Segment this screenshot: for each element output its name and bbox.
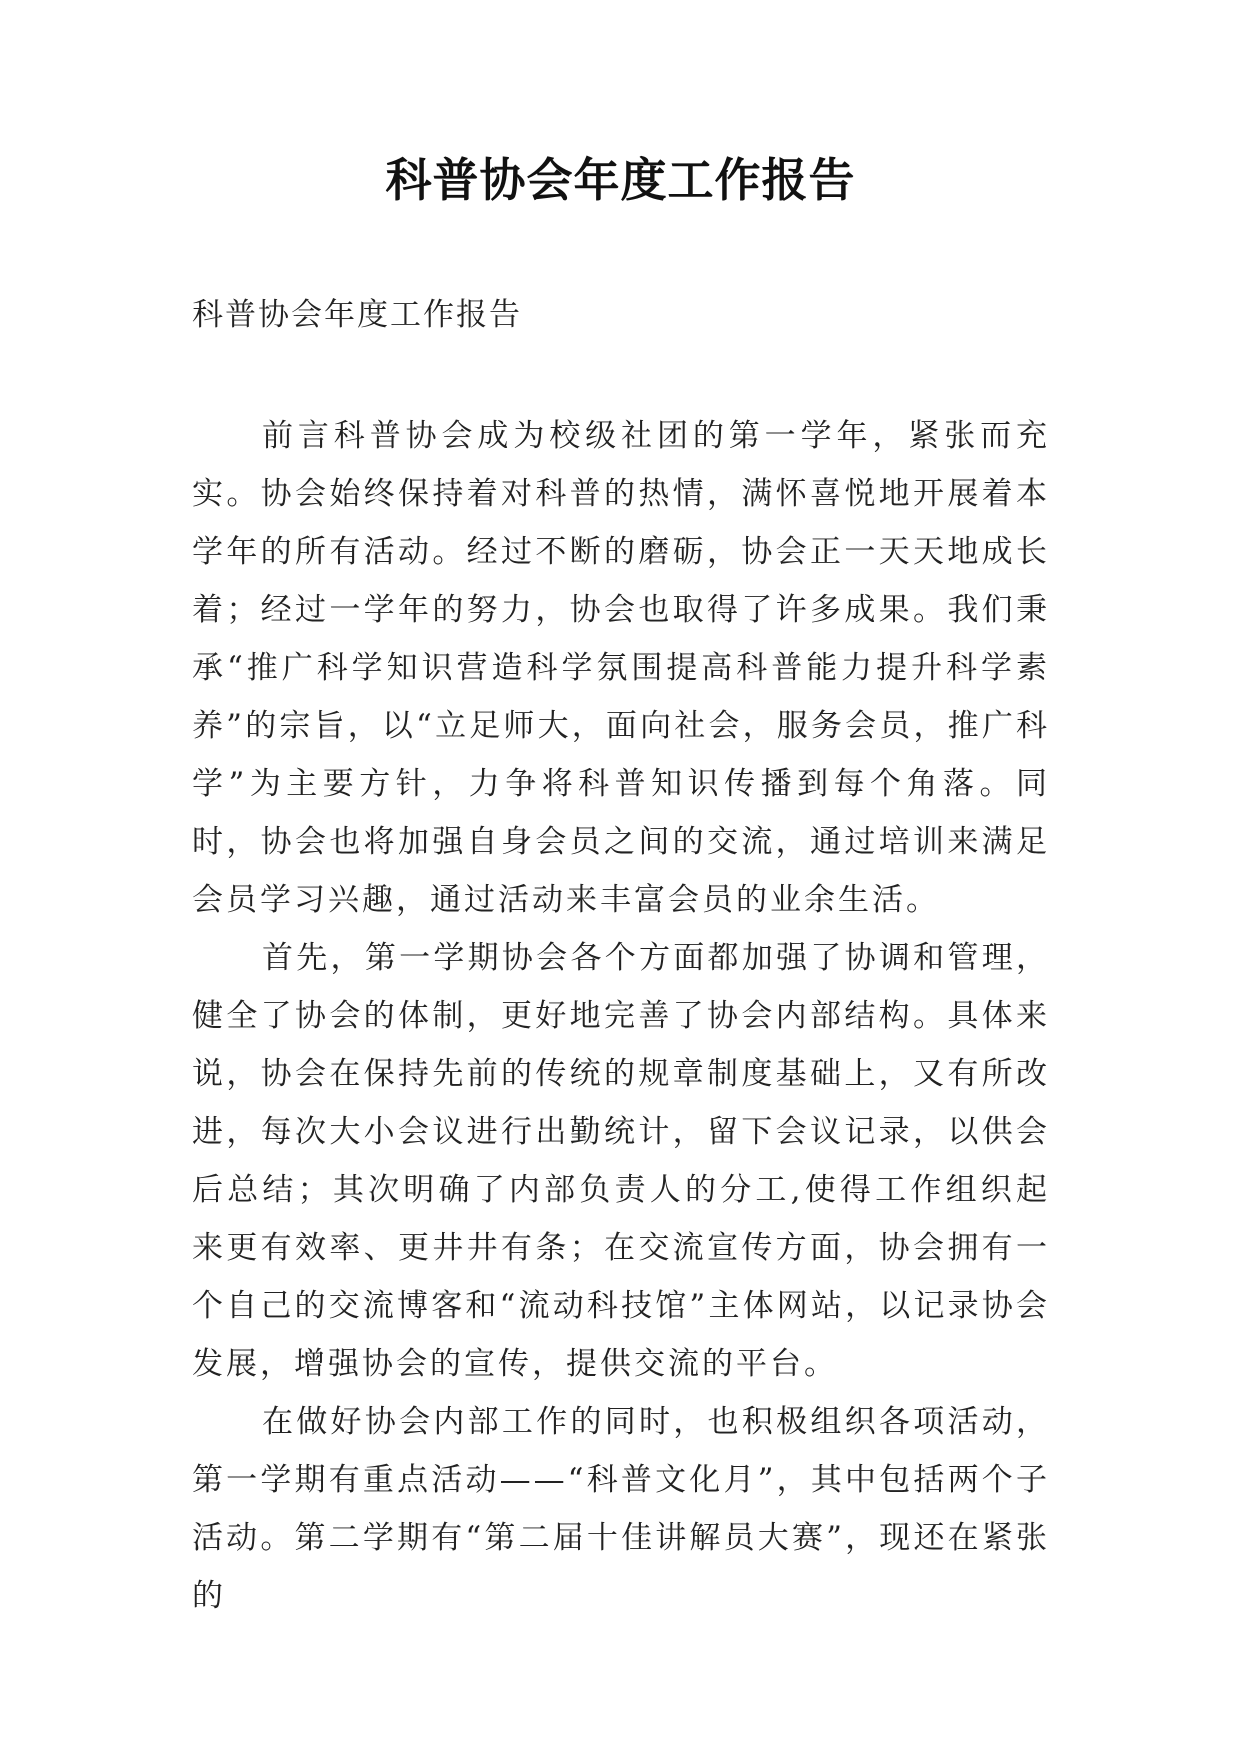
paragraph-preface: 前言科普协会成为校级社团的第一学年，紧张而充实。协会始终保持着对科普的热情，满怀喜悦地开展着本学年的所有活动。经过不断的磨砺，协会正一天天地成长着；经过一学年的努力，协会也取得了许多成果。我们秉承“推广科学知识营造科学氛围提高科普能力提升科学素养”的宗旨，以“立足师大，面向社会，服务会员，推广科学”为主要方针，力争将科普知识传播到每个角落。同时，协会也将加强自身会员之间的交流，通过培训来满足会员学习兴趣，通过活动来丰富会员的业余生活。 <box>192 418 1050 918</box>
paragraph-activities: 在做好协会内部工作的同时，也积极组织各项活动，第一学期有重点活动——“科普文化月”，其中包括两个子活动。第二学期有“第二届十佳讲解员大赛”，现还在紧张的 <box>192 1404 1050 1614</box>
document-title: 科普协会年度工作报告 <box>385 153 856 207</box>
document-subtitle: 科普协会年度工作报告 <box>192 297 522 333</box>
paragraph-first-semester: 首先，第一学期协会各个方面都加强了协调和管理，健全了协会的体制，更好地完善了协会内部结构。具体来说，协会在保持先前的传统的规章制度基础上，又有所改进，每次大小会议进行出勤统计，留下会议记录，以供会后总结；其次明确了内部负责人的分工,使得工作组织起来更有效率、更井井有条；在交流宣传方面，协会拥有一个自己的交流博客和“流动科技馆”主体网站，以记录协会发展，增强协会的宣传，提供交流的平台。 <box>192 940 1050 1382</box>
document-body <box>192 407 1050 1625</box>
